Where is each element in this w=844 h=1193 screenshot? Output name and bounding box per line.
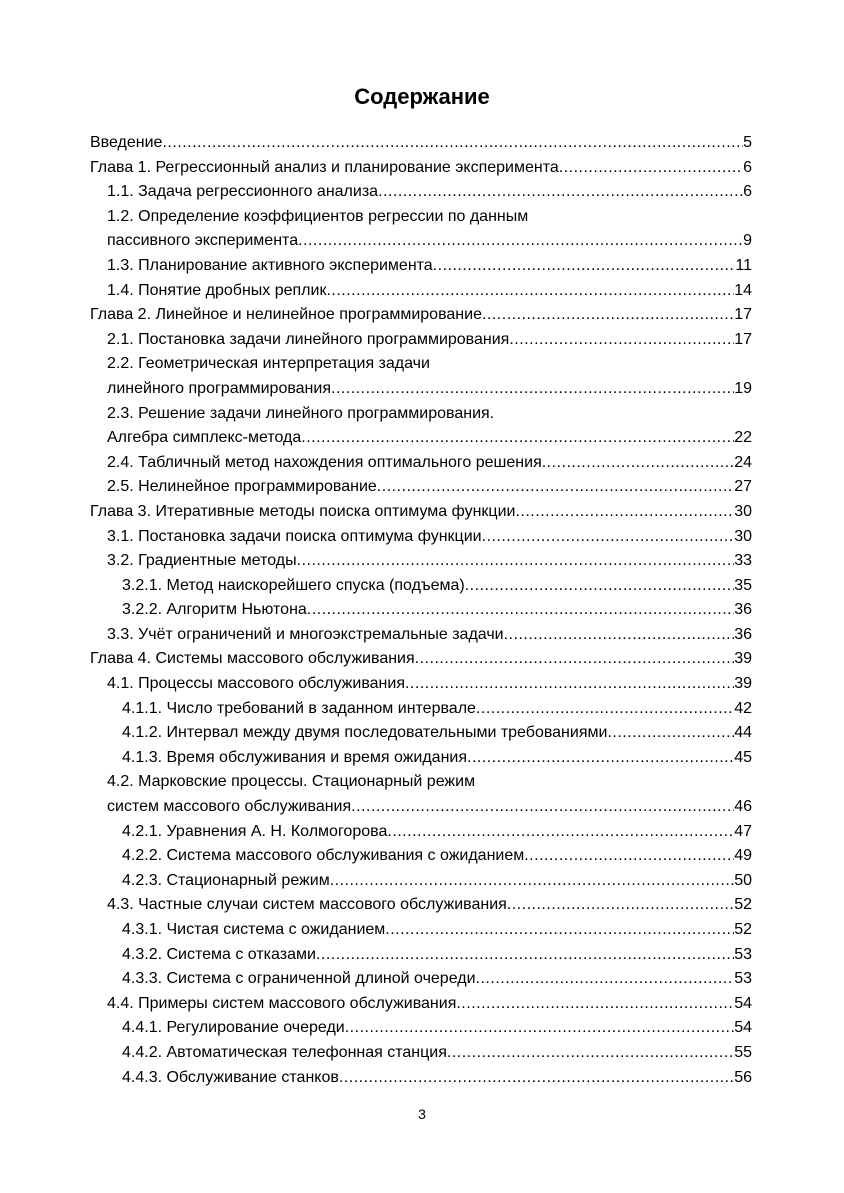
dot-leader	[504, 623, 735, 648]
toc-entry-title: систем массового обслуживания	[107, 798, 352, 816]
toc-entry[interactable]	[90, 820, 752, 845]
toc-entry[interactable]	[90, 303, 752, 328]
toc-entry-title: 3.3. Учёт ограничений и многоэкстремальные задачи	[107, 625, 504, 643]
dot-leader	[482, 525, 735, 550]
dot-leader	[482, 303, 734, 328]
dot-leader	[542, 451, 734, 476]
toc-entry-title: 4.4.3. Обслуживание станков	[122, 1068, 339, 1086]
dot-leader	[339, 1066, 734, 1091]
dot-leader	[351, 795, 734, 820]
toc-entry[interactable]	[90, 377, 752, 402]
toc-entry-title: 1.2. Определение коэффициентов регрессии по данным	[107, 207, 529, 225]
toc-entry[interactable]	[90, 943, 752, 968]
dot-leader	[476, 697, 734, 722]
toc-entry-page: 22	[734, 429, 752, 447]
toc-entry-title: 4.1.1. Число требований в заданном интервале	[122, 699, 476, 717]
toc-entry-page: 53	[734, 945, 752, 963]
dot-leader	[307, 598, 734, 623]
toc-entry[interactable]	[90, 525, 752, 550]
toc-entry-page: 45	[734, 748, 752, 766]
toc-entry-title: 4.2.1. Уравнения А. Н. Колмогорова	[122, 822, 388, 840]
toc-entry[interactable]	[90, 131, 752, 156]
dot-leader	[378, 180, 743, 205]
toc-entry-title: Глава 3. Итеративные методы поиска оптимума функции	[90, 502, 516, 520]
toc-entry-page: 39	[734, 675, 752, 693]
toc-entry-page: 30	[734, 502, 752, 520]
toc-entry-title: 3.2. Градиентные методы	[107, 552, 297, 570]
dot-leader	[447, 1041, 734, 1066]
toc-entry-page: 30	[734, 527, 752, 545]
toc-entry[interactable]	[90, 475, 752, 500]
toc-entry-title: линейного программирования	[107, 379, 331, 397]
dot-leader	[330, 869, 735, 894]
toc-entry-title: 2.1. Постановка задачи линейного программирования	[107, 330, 510, 348]
dot-leader	[467, 746, 734, 771]
toc-entry[interactable]	[90, 721, 752, 746]
toc-entry-page: 5	[743, 134, 752, 151]
toc-entry-line	[90, 402, 752, 427]
toc-entry[interactable]	[90, 746, 752, 771]
toc-entry[interactable]	[90, 156, 752, 181]
toc-entry-title: 4.1.2. Интервал между двумя последовательными требованиями	[122, 724, 608, 742]
dot-leader	[456, 992, 734, 1017]
toc-entry-page: 6	[743, 158, 752, 176]
toc-entry[interactable]	[90, 647, 752, 672]
toc-entry-page: 39	[734, 650, 752, 668]
toc-entry-page: 33	[734, 552, 752, 570]
toc-entry[interactable]	[90, 869, 752, 894]
dot-leader	[515, 500, 734, 525]
dot-leader	[524, 844, 734, 869]
toc-entry-page: 52	[734, 896, 752, 914]
toc-entry-title: 4.1.3. Время обслуживания и время ожидания	[122, 748, 468, 766]
table-of-contents	[90, 131, 752, 1090]
toc-entry-page: 54	[734, 1019, 752, 1037]
toc-entry-page: 6	[743, 183, 752, 201]
toc-entry-page: 35	[734, 576, 752, 594]
toc-entry[interactable]	[90, 279, 752, 304]
toc-entry[interactable]	[90, 672, 752, 697]
toc-entry-title: 1.3. Планирование активного эксперимента	[107, 256, 433, 274]
toc-entry[interactable]	[90, 549, 752, 574]
page-title: Содержание	[354, 84, 490, 109]
toc-entry[interactable]	[90, 451, 752, 476]
toc-entry-title: 4.1. Процессы массового обслуживания	[107, 675, 405, 693]
dot-leader	[405, 672, 734, 697]
toc-entry-title: 2.2. Геометрическая интерпретация задачи	[107, 355, 430, 373]
toc-entry[interactable]	[90, 328, 752, 353]
toc-entry-title: 4.3.1. Чистая система с ожиданием	[122, 921, 386, 938]
toc-entry-page: 54	[734, 994, 752, 1012]
toc-entry-page: 36	[734, 601, 752, 619]
toc-entry[interactable]	[90, 598, 752, 623]
toc-entry-title: 3.2.1. Метод наискорейшего спуска (подъема)	[122, 576, 465, 594]
toc-entry-page: 44	[734, 724, 752, 742]
dot-leader	[433, 254, 736, 279]
dot-leader	[387, 820, 734, 845]
toc-entry[interactable]	[90, 254, 752, 279]
dot-leader	[509, 328, 734, 353]
toc-entry-title: Глава 1. Регрессионный анализ и планирование эксперимента	[90, 158, 559, 176]
toc-entry[interactable]	[90, 844, 752, 869]
toc-entry-page: 27	[734, 478, 752, 496]
toc-entry-page: 53	[734, 970, 752, 988]
toc-entry-page: 14	[734, 281, 752, 299]
toc-entry-page: 11	[735, 256, 752, 274]
toc-entry-title: пассивного эксперимента	[107, 232, 299, 250]
toc-entry[interactable]	[90, 426, 752, 451]
toc-entry-page: 49	[734, 847, 752, 865]
toc-entry-title: 4.4. Примеры систем массового обслуживания	[107, 994, 457, 1012]
dot-leader	[559, 156, 743, 181]
toc-entry-page: 55	[734, 1043, 752, 1061]
toc-entry-page: 50	[734, 871, 752, 889]
toc-entry-title: 2.3. Решение задачи линейного программирования.	[107, 404, 495, 422]
dot-leader	[297, 549, 735, 574]
dot-leader	[507, 893, 734, 918]
dot-leader	[607, 721, 734, 746]
toc-entry-page: 47	[734, 822, 752, 840]
dot-leader	[385, 918, 734, 943]
toc-entry[interactable]	[90, 893, 752, 918]
toc-entry-title: Глава 4. Системы массового обслуживания	[90, 650, 415, 668]
dot-leader	[326, 279, 734, 304]
toc-entry-page: 17	[734, 306, 752, 324]
toc-entry-page: 56	[734, 1068, 752, 1086]
toc-entry-title: 2.5. Нелинейное программирование	[107, 478, 377, 496]
toc-entry-page: 19	[734, 379, 752, 397]
toc-entry[interactable]	[90, 1016, 752, 1041]
toc-entry-page: 42	[734, 699, 752, 717]
dot-leader	[377, 475, 734, 500]
toc-entry-title: 1.4. Понятие дробных реплик	[107, 281, 327, 299]
dot-leader	[345, 1016, 734, 1041]
dot-leader	[465, 574, 735, 599]
toc-entry-title: Глава 2. Линейное и нелинейное программирование	[90, 306, 482, 324]
toc-entry[interactable]	[90, 918, 752, 943]
toc-entry[interactable]	[90, 180, 752, 205]
toc-entry-page: 36	[734, 625, 752, 643]
toc-entry[interactable]	[90, 697, 752, 722]
toc-entry-title: Алгебра симплекс-метода	[107, 429, 302, 447]
toc-entry-page: 9	[743, 232, 752, 250]
toc-entry-line	[90, 770, 752, 795]
toc-entry-page: 46	[734, 798, 752, 816]
dot-leader	[316, 943, 734, 968]
toc-entry-title: 1.1. Задача регрессионного анализа	[107, 183, 379, 201]
toc-entry-line	[90, 352, 752, 377]
dot-leader	[162, 131, 743, 156]
toc-entry[interactable]	[90, 623, 752, 648]
page-number: 3	[418, 1106, 426, 1122]
dot-leader	[331, 377, 734, 402]
toc-entry-title: 4.2. Марковские процессы. Стационарный режим	[107, 773, 476, 791]
toc-entry-title: 4.2.2. Система массового обслуживания с ожиданием	[122, 847, 525, 865]
toc-entry-title: 4.2.3. Стационарный режим	[122, 871, 330, 889]
toc-entry[interactable]	[90, 795, 752, 820]
toc-entry-title: 4.4.2. Автоматическая телефонная станция	[122, 1043, 447, 1061]
toc-entry-title: 3.2.2. Алгоритм Ньютона	[122, 601, 307, 619]
toc-entry-title: 4.3.2. Система с отказами	[122, 945, 316, 963]
toc-entry[interactable]	[90, 992, 752, 1017]
toc-entry-title: 4.3.3. Система с ограниченной длиной очереди	[122, 970, 476, 988]
toc-entry[interactable]	[90, 1041, 752, 1066]
toc-entry-title: 4.4.1. Регулирование очереди	[122, 1019, 345, 1037]
toc-entry[interactable]	[90, 229, 752, 254]
dot-leader	[476, 967, 735, 992]
toc-entry-title: 3.1. Постановка задачи поиска оптимума функции	[107, 527, 482, 545]
toc-entry[interactable]	[90, 1066, 752, 1091]
dot-leader	[298, 229, 743, 254]
toc-entry-title: Введение	[90, 134, 163, 151]
toc-entry-page: 52	[734, 921, 752, 938]
toc-entry-title: 4.3. Частные случаи систем массового обслуживания	[107, 896, 507, 914]
toc-entry[interactable]	[90, 574, 752, 599]
toc-entry[interactable]	[90, 500, 752, 525]
toc-entry-page: 17	[734, 330, 752, 348]
toc-entry-title: 2.4. Табличный метод нахождения оптимального решения	[107, 453, 542, 471]
toc-entry-page: 24	[734, 453, 752, 471]
dot-leader	[415, 647, 735, 672]
toc-entry-line	[90, 205, 752, 230]
toc-entry[interactable]	[90, 967, 752, 992]
dot-leader	[301, 426, 734, 451]
